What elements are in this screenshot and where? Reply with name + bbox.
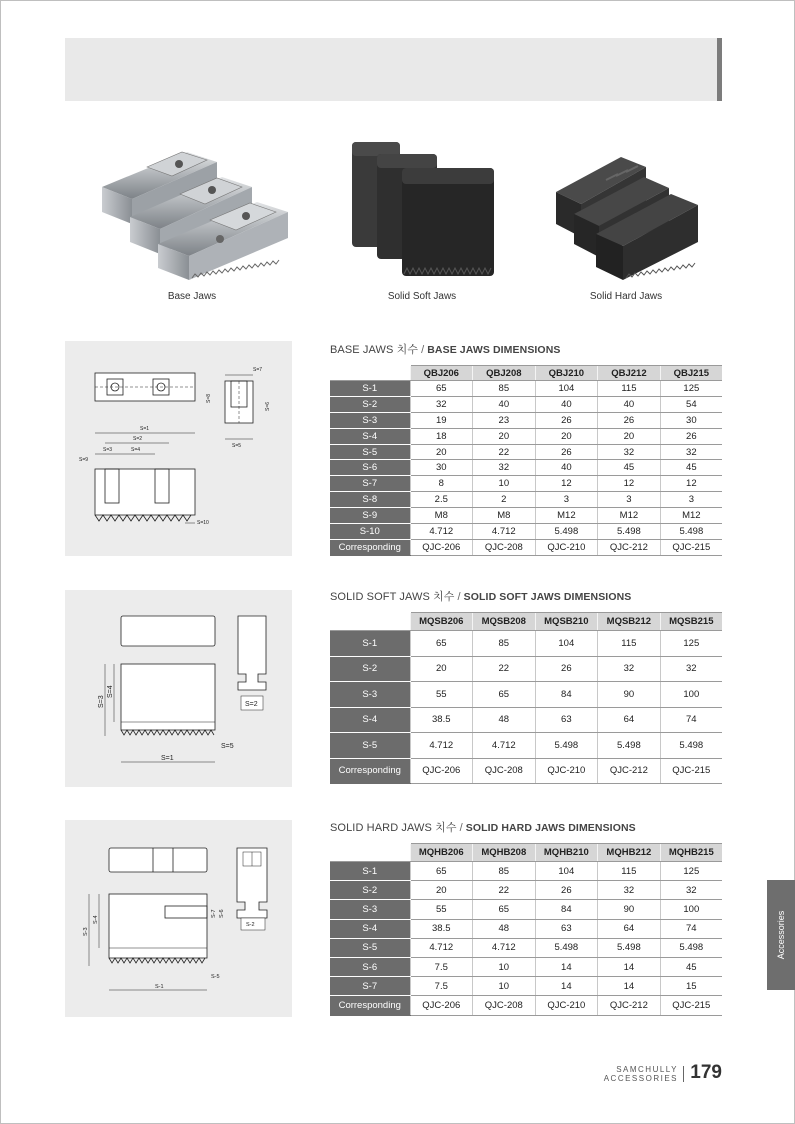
row-label: S-5 [330,938,410,957]
column-header: QBJ215 [660,366,722,381]
dim-label-s7: S-7 [211,909,217,918]
table-row [330,682,722,708]
table-row [330,938,722,957]
table-cell: 19 [410,412,473,428]
row-label: S-4 [330,919,410,938]
footer-brand [604,1065,678,1083]
table-cell: 65 [410,862,473,881]
table-corner [330,844,410,862]
table-row [330,900,722,919]
table-cell: QJC-208 [473,996,536,1015]
column-header: MQHB215 [660,844,722,862]
table-cell: QJC-215 [660,996,722,1015]
dim-label-s3: S=3 [98,695,105,708]
table-cell: 90 [598,900,661,919]
table-cell: 32 [598,656,661,682]
table-cell: QJC-210 [535,758,598,784]
table-cell: 3 [660,492,722,508]
row-label: S-1 [330,862,410,881]
dim-label-s1: S=1 [140,426,150,432]
row-label: S-2 [330,881,410,900]
table-row [330,996,722,1015]
table-cell: 85 [473,862,536,881]
table-cell: 4.712 [410,524,473,540]
table-row [330,460,722,476]
dim-label-s1: S-1 [155,984,164,990]
column-header: QBJ206 [410,366,473,381]
table-cell: 18 [410,428,473,444]
table-cell: 38.5 [410,919,473,938]
table-cell: 40 [535,460,598,476]
table-cell: 45 [660,957,722,976]
row-label: S-6 [330,957,410,976]
title-en: SOLID SOFT JAWS DIMENSIONS [463,591,632,603]
table-cell: 32 [660,444,722,460]
table-cell: 7.5 [410,957,473,976]
table-cell: 40 [473,396,536,412]
dim-label-s6: S=6 [265,401,271,411]
table-cell: 22 [473,656,536,682]
table-cell: QJC-206 [410,996,473,1015]
table-corner [330,613,410,631]
table-cell: 54 [660,396,722,412]
product-caption: Solid Hard Jaws [589,291,663,302]
table-cell: 125 [660,381,722,397]
table-cell: 15 [660,977,722,996]
table-cell: 14 [535,957,598,976]
table-cell: 26 [535,656,598,682]
table-row [330,476,722,492]
table-row [330,919,722,938]
table-cell: QJC-206 [410,539,473,555]
table-cell: 55 [410,900,473,919]
dim-label-s2: S=2 [133,436,143,442]
row-label: S-3 [330,412,410,428]
table-cell: 65 [410,631,473,657]
table-cell: 85 [473,631,536,657]
table-cell: 115 [598,381,661,397]
table-cell: M8 [410,508,473,524]
table-row [330,957,722,976]
table-cell: 20 [473,428,536,444]
brand-subtitle: ACCESSORIES [603,1074,678,1083]
table-cell: 12 [660,476,722,492]
table-cell: QJC-210 [535,996,598,1015]
table-row [330,862,722,881]
table-cell: QJC-208 [473,539,536,555]
table-cell: M8 [473,508,536,524]
table-cell: 5.498 [598,733,661,759]
column-header: MQSB208 [473,613,536,631]
table-corner [330,366,410,381]
row-label: S-8 [330,492,410,508]
table-cell: 32 [598,881,661,900]
dim-label-s5: S=5 [232,443,242,449]
row-label: Corresponding [330,996,410,1015]
table-cell: 5.498 [660,938,722,957]
column-header: MQSB212 [598,613,661,631]
solid-hard-jaws-image [526,132,726,282]
dim-label-s5: S-5 [211,974,220,980]
table-cell: 20 [410,881,473,900]
product-caption: Base Jaws [167,291,217,302]
table-cell: 65 [410,381,473,397]
table-cell: 104 [535,862,598,881]
column-header: MQSB206 [410,613,473,631]
table-cell: 5.498 [535,524,598,540]
solid-soft-jaws-image [322,132,522,282]
row-label: S-9 [330,508,410,524]
table-row [330,396,722,412]
table-cell: 14 [535,977,598,996]
table-cell: QJC-212 [598,996,661,1015]
table-cell: 100 [660,682,722,708]
table-row [330,492,722,508]
table-cell: QJC-210 [535,539,598,555]
product-solid-soft-jaws [322,132,522,312]
table-cell: M12 [598,508,661,524]
table-cell: 104 [535,381,598,397]
table-row [330,758,722,784]
table-cell: 5.498 [535,733,598,759]
table-cell: 4.712 [473,938,536,957]
dim-label-s1: S=1 [161,755,174,762]
table-cell: 115 [598,631,661,657]
table-cell: 8 [410,476,473,492]
row-label: S-6 [330,460,410,476]
title-en: SOLID HARD JAWS DIMENSIONS [465,822,636,834]
table-cell: 4.712 [410,938,473,957]
table-cell: 26 [598,412,661,428]
table-row [330,524,722,540]
side-tab-label: Accessories [776,910,786,960]
table-cell: QJC-206 [410,758,473,784]
table-cell: 84 [535,682,598,708]
header-bar [65,38,722,101]
dim-label-s9: S=9 [79,457,89,463]
table-cell: 14 [598,957,661,976]
table-cell: QJC-212 [598,758,661,784]
table-cell: 125 [660,862,722,881]
table-cell: 3 [535,492,598,508]
table-cell: 40 [535,396,598,412]
row-label: S-2 [330,396,410,412]
table-cell: 12 [535,476,598,492]
column-header: MQHB210 [535,844,598,862]
title-kr: SOLID HARD JAWS 치수 [330,822,457,834]
table-cell: 30 [660,412,722,428]
table-cell: 7.5 [410,977,473,996]
header-accent [717,38,722,101]
table-cell: 3 [598,492,661,508]
table-cell: 63 [535,707,598,733]
dim-label-s6: S-6 [219,909,225,918]
table-row [330,733,722,759]
table-cell: QJC-212 [598,539,661,555]
table-cell: 104 [535,631,598,657]
table-cell: 20 [410,656,473,682]
column-header: QBJ210 [535,366,598,381]
row-label: S-2 [330,656,410,682]
table-cell: 32 [598,444,661,460]
table-cell: 32 [660,656,722,682]
dim-label-s4: S-4 [93,915,99,924]
dim-label-s2: S=2 [245,701,258,708]
row-label: S-5 [330,733,410,759]
dim-label-s4: S=4 [107,685,114,698]
dim-label-s10: S=10 [197,520,209,526]
table-row [330,381,722,397]
table-cell: 2.5 [410,492,473,508]
column-header: MQHB208 [473,844,536,862]
row-label: Corresponding [330,758,410,784]
solid-soft-jaws-section-title: SOLID SOFT JAWS 치수 / SOLID SOFT JAWS DIMENSIONS [330,591,632,603]
table-row [330,977,722,996]
title-kr: BASE JAWS 치수 [330,344,419,356]
table-cell: 5.498 [660,733,722,759]
row-label: S-3 [330,900,410,919]
row-label: S-3 [330,682,410,708]
table-cell: 32 [660,881,722,900]
base-jaws-image [92,132,292,282]
table-cell: 4.712 [473,524,536,540]
table-cell: 84 [535,900,598,919]
table-cell: 26 [535,412,598,428]
table-cell: 5.498 [535,938,598,957]
table-cell: 100 [660,900,722,919]
column-header: MQHB212 [598,844,661,862]
table-cell: 63 [535,919,598,938]
row-label: S-1 [330,381,410,397]
table-cell: 4.712 [473,733,536,759]
table-cell: 20 [598,428,661,444]
base-jaws-section-title: BASE JAWS 치수 / BASE JAWS DIMENSIONS [330,344,561,356]
row-label: S-7 [330,977,410,996]
row-label: S-4 [330,707,410,733]
product-solid-hard-jaws [526,132,726,312]
table-cell: 30 [410,460,473,476]
table-cell: 38.5 [410,707,473,733]
table-row [330,707,722,733]
table-cell: 40 [598,396,661,412]
column-header: MQHB206 [410,844,473,862]
table-cell: 85 [473,381,536,397]
dim-label-s3: S-3 [83,927,89,936]
table-cell: 26 [660,428,722,444]
footer [560,1062,722,1088]
table-row [330,631,722,657]
table-cell: 4.712 [410,733,473,759]
table-cell: 90 [598,682,661,708]
dim-label-s8: S=8 [206,393,212,403]
table-cell: 22 [473,881,536,900]
table-cell: QJC-215 [660,539,722,555]
base-jaws-drawing [65,341,292,556]
title-kr: SOLID SOFT JAWS 치수 [330,591,455,603]
table-cell: 65 [473,682,536,708]
table-cell: 20 [535,428,598,444]
table-cell: 23 [473,412,536,428]
table-cell: 45 [660,460,722,476]
row-label: Corresponding [330,539,410,555]
product-base-jaws [92,132,292,312]
solid-soft-jaws-drawing [65,590,292,787]
dim-label-s4: S=4 [131,447,141,453]
table-cell: 48 [473,707,536,733]
title-en: BASE JAWS DIMENSIONS [427,344,561,356]
table-cell: 5.498 [598,938,661,957]
table-row [330,656,722,682]
table-cell: 2 [473,492,536,508]
row-label: S-1 [330,631,410,657]
table-cell: 10 [473,977,536,996]
table-cell: 64 [598,707,661,733]
row-label: S-4 [330,428,410,444]
table-cell: 48 [473,919,536,938]
solid-hard-jaws-drawing [65,820,292,1017]
table-cell: 55 [410,682,473,708]
solid-soft-jaws-table [330,612,722,784]
dim-label-s3: S=3 [103,447,113,453]
table-row [330,444,722,460]
table-cell: 22 [473,444,536,460]
table-cell: 45 [598,460,661,476]
table-row [330,881,722,900]
dim-label-s5: S=5 [221,743,234,750]
table-cell: 14 [598,977,661,996]
table-cell: 65 [473,900,536,919]
table-cell: 26 [535,444,598,460]
side-tab-accessories[interactable] [767,880,795,990]
table-cell: QJC-215 [660,758,722,784]
solid-hard-jaws-section-title: SOLID HARD JAWS 치수 / SOLID HARD JAWS DIMENSIONS [330,822,636,834]
table-cell: 20 [410,444,473,460]
table-cell: M12 [660,508,722,524]
table-cell: M12 [535,508,598,524]
table-row [330,539,722,555]
product-caption: Solid Soft Jaws [387,291,457,302]
table-cell: 32 [473,460,536,476]
brand-name: SAMCHULLY [616,1065,678,1074]
row-label: S-10 [330,524,410,540]
table-cell: 12 [598,476,661,492]
table-row [330,412,722,428]
table-cell: 5.498 [660,524,722,540]
solid-hard-jaws-table [330,843,722,1016]
column-header: MQSB210 [535,613,598,631]
table-row [330,428,722,444]
dim-label-s2: S-2 [246,922,255,928]
column-header: MQSB215 [660,613,722,631]
footer-divider [683,1066,684,1082]
column-header: QBJ212 [598,366,661,381]
table-cell: 74 [660,919,722,938]
dim-label-s7: S=7 [253,367,263,373]
table-cell: 115 [598,862,661,881]
table-cell: 74 [660,707,722,733]
table-cell: 10 [473,476,536,492]
table-cell: 32 [410,396,473,412]
base-jaws-table [330,365,722,556]
table-cell: 26 [535,881,598,900]
row-label: S-5 [330,444,410,460]
table-cell: 10 [473,957,536,976]
table-cell: QJC-208 [473,758,536,784]
table-row [330,508,722,524]
table-cell: 125 [660,631,722,657]
page-number: 179 [690,1062,722,1083]
table-cell: 5.498 [598,524,661,540]
table-cell: 64 [598,919,661,938]
column-header: QBJ208 [473,366,536,381]
row-label: S-7 [330,476,410,492]
